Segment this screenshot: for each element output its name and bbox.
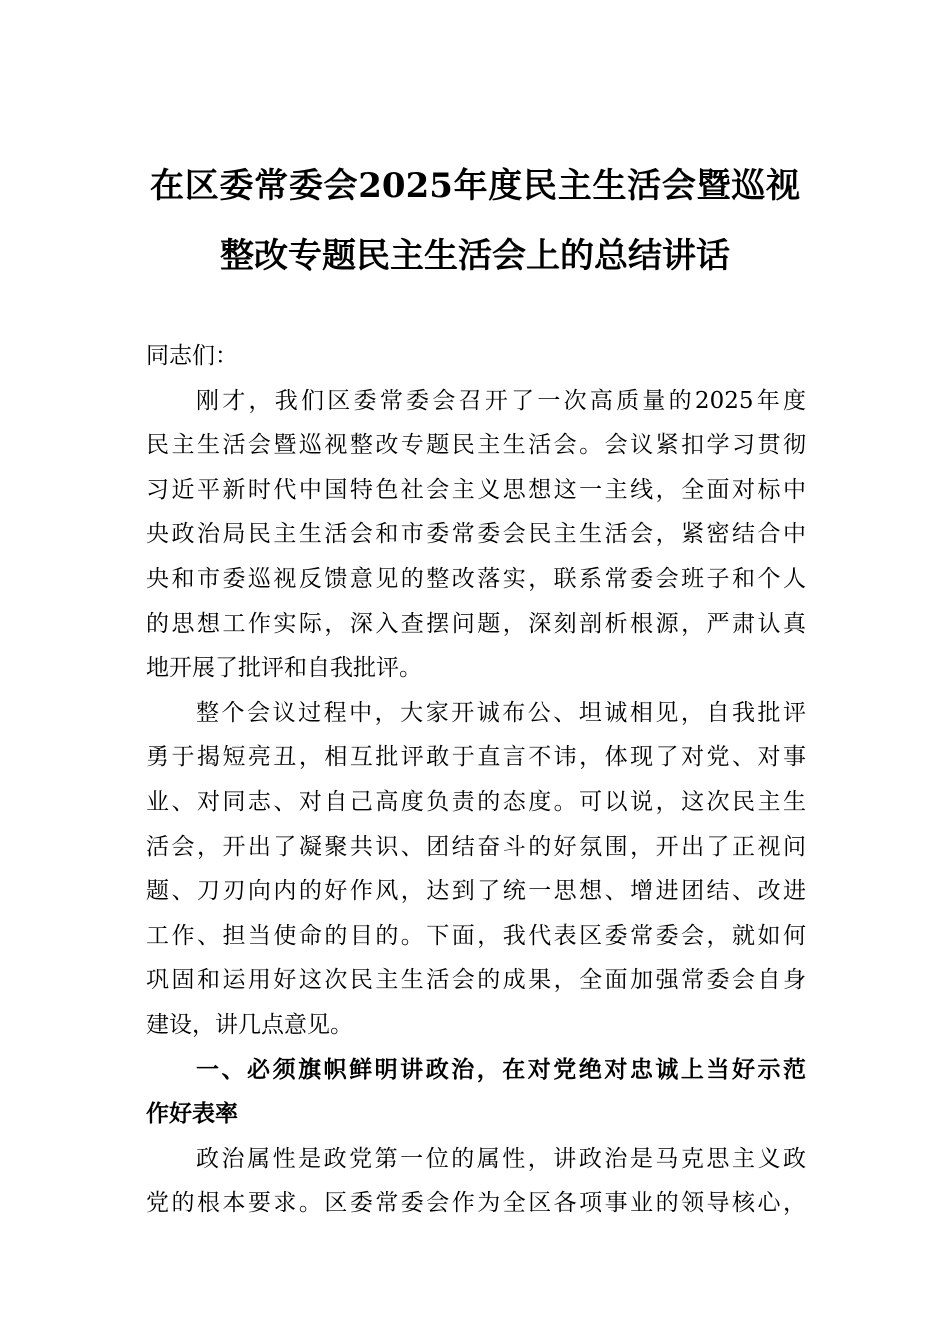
salutation: 同志们： <box>146 343 238 369</box>
text-line: 央和市委巡视反馈意见的整改落实，联系常委会班子和个人 <box>146 565 806 592</box>
document-title-line-2: 整改专题民主生活会上的总结讲话 <box>220 236 730 276</box>
text-line: 业、对同志、对自己高度负责的态度。可以说，这次民主生 <box>146 788 806 815</box>
text-line: 作好表率 <box>146 1101 238 1128</box>
paragraph <box>146 1137 806 1226</box>
text-line: 巩固和运用好这次民主生活会的成果，全面加强常委会自身 <box>146 967 806 994</box>
text-line: 习近平新时代中国特色社会主义思想这一主线，全面对标中 <box>146 476 806 503</box>
paragraph <box>146 691 806 1048</box>
text-line: 勇于揭短亮丑，相互批评敢于直言不讳，体现了对党、对事 <box>146 744 806 771</box>
text-line: 政治属性是政党第一位的属性，讲政治是马克思主义政 <box>196 1145 806 1172</box>
text-line: 建设，讲几点意见。 <box>146 1011 353 1038</box>
text-line: 一、必须旗帜鲜明讲政治，在对党绝对忠诚上当好示范 <box>196 1056 806 1083</box>
text-line: 工作、担当使命的目的。下面，我代表区委常委会，就如何 <box>146 922 806 949</box>
text-line: 央政治局民主生活会和市委常委会民主生活会，紧密结合中 <box>146 521 806 548</box>
document-title-line-1: 在区委常委会2025年度民主生活会暨巡视 <box>150 166 800 206</box>
document-body <box>146 334 806 1226</box>
text-line: 的思想工作实际，深入查摆问题，深刻剖析根源，严肃认真 <box>146 610 806 637</box>
text-line: 刚才，我们区委常委会召开了一次高质量的2025年度 <box>196 387 806 414</box>
section-heading <box>146 1048 806 1137</box>
text-line: 题、刀刃向内的好作风，达到了统一思想、增进团结、改进 <box>146 878 806 905</box>
text-line: 地开展了批评和自我批评。 <box>146 655 422 682</box>
paragraph <box>146 379 806 691</box>
text-line: 民主生活会暨巡视整改专题民主生活会。会议紧扣学习贯彻 <box>146 432 806 459</box>
text-line: 整个会议过程中，大家开诚布公、坦诚相见，自我批评 <box>196 699 806 726</box>
text-line: 活会，开出了凝聚共识、团结奋斗的好氛围，开出了正视问 <box>146 833 806 860</box>
text-line: 党的根本要求。区委常委会作为全区各项事业的领导核心， <box>146 1190 806 1217</box>
